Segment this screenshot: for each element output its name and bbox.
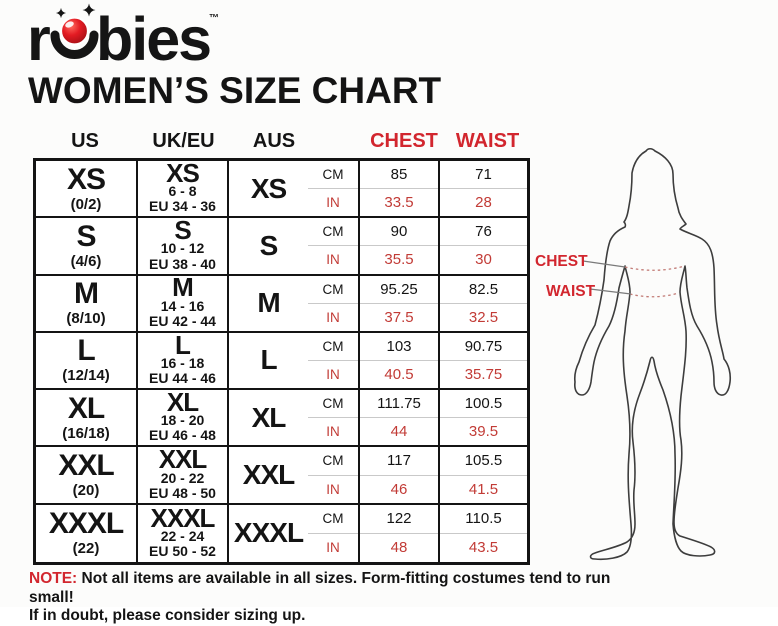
eu-size-range: EU 38 - 40 [149, 255, 216, 272]
chest-cm-value: 111.75 [360, 390, 438, 418]
uk-size-range: 10 - 12 [160, 240, 205, 257]
unit-label-cm: CM [308, 390, 358, 418]
waist-in-value: 43.5 [468, 539, 499, 557]
chest-value-cell [360, 333, 440, 388]
waist-value-cell [440, 218, 527, 273]
units-column [308, 505, 358, 562]
waist-cm-value: 110.5 [440, 505, 527, 534]
us-size-cell [36, 218, 138, 273]
uk-eu-size-cell [138, 215, 229, 273]
size-row-l [36, 329, 527, 390]
aus-size-label: XL [251, 401, 286, 433]
uk-eu-size-cell [138, 157, 229, 216]
us-size-note: (0/2) [70, 195, 102, 213]
unit-label-cm: CM [308, 276, 358, 304]
eu-size-range: EU 44 - 46 [149, 370, 216, 387]
column-header-waist: WAIST [455, 130, 520, 152]
waist-cm-value: 105.5 [440, 447, 527, 475]
uk-size-range: 16 - 18 [160, 355, 205, 372]
chest-in-value: 46 [390, 480, 408, 498]
aus-size-cell [229, 161, 360, 216]
chest-in-value: 37.5 [384, 308, 414, 326]
uk-size-range: 14 - 16 [160, 297, 205, 314]
size-row-xxl [36, 444, 527, 504]
chest-in-value: 35.5 [384, 251, 414, 269]
units-column [308, 218, 358, 273]
eu-size-range: EU 46 - 48 [149, 427, 216, 444]
us-size-note: (22) [72, 540, 100, 558]
waist-value-cell [440, 447, 527, 502]
us-size-label: XXL [58, 449, 114, 483]
aus-size-cell [229, 276, 360, 331]
us-size-label: S [76, 219, 96, 253]
page-title: WOMEN’S SIZE CHART [28, 70, 442, 111]
waist-value-cell [440, 505, 527, 562]
chest-cm-value: 122 [360, 505, 438, 534]
unit-label-cm: CM [308, 447, 358, 475]
eu-size-range: EU 42 - 44 [149, 312, 216, 329]
waist-in-value: 30 [475, 251, 492, 269]
chest-cm-value: 85 [360, 161, 438, 189]
us-size-cell [36, 505, 138, 562]
chest-in-value: 33.5 [384, 194, 414, 212]
uk-eu-size-cell [138, 444, 229, 502]
unit-label-in: IN [326, 424, 340, 440]
unit-label-in: IN [326, 367, 340, 383]
column-header-uk-eu: UK/EU [152, 130, 215, 152]
waist-cm-value: 82.5 [440, 276, 527, 304]
us-size-cell [36, 390, 138, 445]
aus-size-label: M [257, 287, 280, 319]
us-size-cell [36, 447, 138, 502]
chest-value-cell [360, 447, 440, 502]
unit-label-cm: CM [308, 161, 358, 189]
size-row-xl [36, 387, 527, 447]
chest-in-value: 44 [390, 423, 408, 441]
uk-size-range: 22 - 24 [160, 527, 205, 544]
uk-size-label: M [172, 272, 193, 303]
note-text-line1: Not all items are available in all sizes. Form-fitting costumes tend to run small! [29, 570, 611, 606]
size-row-m [36, 272, 527, 333]
note-label: NOTE: [29, 570, 78, 587]
unit-label-cm: CM [308, 218, 358, 246]
sparkle-icon [56, 8, 66, 18]
aus-size-cell [229, 218, 360, 273]
waist-value-cell [440, 333, 527, 388]
note-text-line2: If in doubt, please consider sizing up. [29, 607, 306, 624]
brand-prefix: r [27, 5, 49, 73]
us-size-cell [36, 333, 138, 388]
brand-suffix: bies [96, 5, 211, 73]
chest-value-cell [360, 161, 440, 216]
column-header-aus: AUS [252, 130, 296, 152]
chest-value-cell [360, 390, 440, 445]
aus-size-cell [229, 390, 360, 445]
uk-size-label: XXL [158, 444, 207, 475]
waist-cm-value: 76 [440, 218, 527, 246]
waist-in-value: 35.75 [464, 366, 503, 384]
us-size-label: L [77, 334, 95, 368]
uk-size-label: XXXL [150, 502, 215, 533]
size-row-xs [36, 157, 527, 218]
uk-size-label: S [174, 215, 191, 246]
us-size-cell [36, 161, 138, 216]
us-size-label: M [74, 277, 98, 311]
waist-value-cell [440, 161, 527, 216]
uk-eu-size-cell [138, 329, 229, 388]
waist-cm-value: 90.75 [440, 333, 527, 361]
aus-size-label: XXL [242, 459, 295, 491]
chest-cm-value: 117 [360, 447, 438, 475]
units-column [308, 276, 358, 331]
uk-eu-size-cell [138, 502, 229, 562]
waist-dashed-line [630, 293, 679, 297]
chest-value-cell [360, 505, 440, 562]
us-size-label: XS [66, 162, 106, 196]
us-size-note: (8/10) [66, 310, 106, 328]
aus-size-label: XXXL [233, 517, 304, 549]
us-size-note: (16/18) [62, 424, 110, 442]
waist-value-cell [440, 276, 527, 331]
unit-label-in: IN [326, 481, 340, 497]
chest-value-cell [360, 276, 440, 331]
ruby-ball [61, 18, 88, 45]
chest-pointer-line [583, 261, 625, 267]
aus-size-label: XS [250, 172, 287, 204]
waist-pointer-line [590, 289, 631, 294]
chest-value-cell [360, 218, 440, 273]
chest-in-value: 48 [390, 539, 408, 557]
uk-size-label: L [175, 329, 190, 360]
waist-in-value: 41.5 [468, 480, 499, 498]
uk-eu-size-cell [138, 272, 229, 331]
waist-label: WAIST [546, 283, 596, 300]
column-header-chest: CHEST [370, 130, 438, 152]
waist-in-value: 39.5 [468, 423, 499, 441]
eu-size-range: EU 48 - 50 [149, 484, 216, 501]
eu-size-range: EU 34 - 36 [149, 198, 216, 215]
waist-value-cell [440, 390, 527, 445]
unit-label-cm: CM [308, 505, 358, 534]
chest-in-value: 40.5 [384, 366, 414, 384]
rubies-logo [28, 5, 238, 71]
aus-size-cell [229, 447, 360, 502]
uk-size-label: XL [166, 387, 199, 418]
us-size-label: XL [67, 391, 105, 425]
us-size-note: (12/14) [62, 367, 110, 385]
uk-eu-size-cell [138, 387, 229, 445]
sparkle-icon [83, 4, 96, 17]
uk-size-range: 6 - 8 [168, 183, 197, 200]
uk-size-range: 20 - 22 [160, 469, 205, 486]
unit-label-in: IN [326, 195, 340, 211]
aus-size-cell [229, 505, 360, 562]
unit-label-in: IN [326, 309, 340, 325]
size-row-xxxl [36, 502, 527, 562]
chest-cm-value: 90 [360, 218, 438, 246]
us-size-note: (20) [72, 482, 100, 500]
chest-cm-value: 103 [360, 333, 438, 361]
waist-cm-value: 100.5 [440, 390, 527, 418]
chest-label: CHEST [535, 253, 588, 270]
us-size-label: XXXL [48, 507, 124, 541]
eu-size-range: EU 50 - 52 [149, 543, 216, 559]
unit-label-cm: CM [308, 333, 358, 361]
waist-cm-value: 71 [440, 161, 527, 189]
waist-in-value: 32.5 [468, 308, 499, 326]
uk-size-range: 18 - 20 [160, 412, 205, 429]
us-size-cell [36, 276, 138, 331]
aus-size-label: L [260, 344, 277, 376]
size-row-s [36, 215, 527, 275]
uk-size-label: XS [166, 157, 199, 188]
body-outline [575, 149, 731, 559]
aus-size-cell [229, 333, 360, 388]
aus-size-label: S [259, 229, 278, 261]
units-column [308, 447, 358, 502]
units-column [308, 333, 358, 388]
waist-in-value: 28 [475, 194, 492, 212]
us-size-note: (4/6) [70, 252, 102, 270]
trademark-symbol: ™ [209, 13, 219, 24]
size-table [33, 158, 530, 565]
unit-label-in: IN [326, 540, 340, 556]
footer-note [29, 570, 654, 626]
chest-cm-value: 95.25 [360, 276, 438, 304]
column-header-us: US [71, 130, 99, 152]
units-column [308, 390, 358, 445]
unit-label-in: IN [326, 252, 340, 268]
body-figure [533, 138, 778, 586]
units-column [308, 161, 358, 216]
chest-dashed-line [625, 266, 685, 270]
